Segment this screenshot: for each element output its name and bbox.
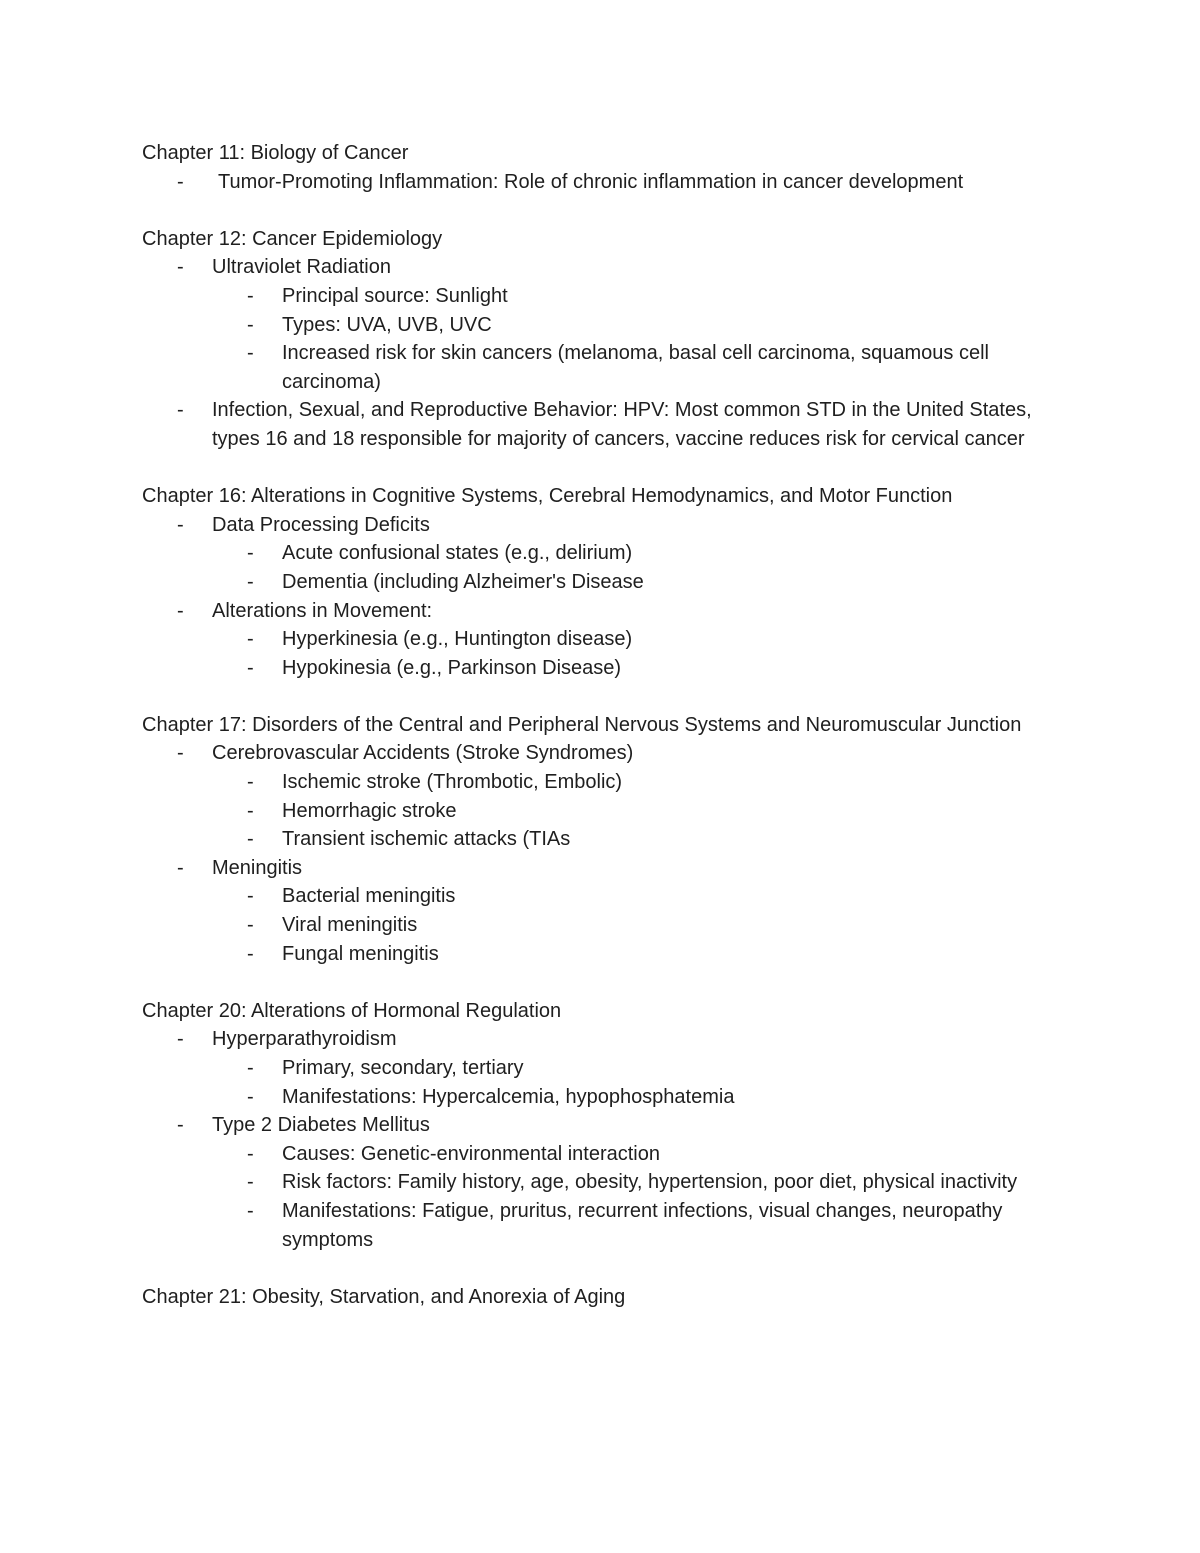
dash-bullet-icon: -: [247, 1171, 254, 1194]
subtopic-item: [212, 768, 1072, 797]
subtopic-item: [212, 282, 1072, 311]
chapter-section: [142, 1283, 1072, 1312]
subtopic-item: [212, 311, 1072, 340]
dash-bullet-icon: -: [247, 542, 254, 565]
subtopic-item: [212, 940, 1072, 969]
dash-bullet-icon: -: [247, 570, 254, 593]
subtopic-item: [212, 1197, 1072, 1254]
dash-bullet-icon: -: [177, 256, 184, 279]
topic-text: Tumor-Promoting Inflammation: Role of chronic inflammation in cancer development: [218, 170, 964, 193]
subtopic-text: Viral meningitis: [282, 914, 418, 937]
topic-list: [142, 253, 1072, 453]
dash-bullet-icon: -: [247, 1199, 254, 1222]
topic-text: Alterations in Movement:: [212, 599, 433, 622]
topic-list: [142, 511, 1072, 683]
topic-item: [142, 1025, 1072, 1111]
topic-text: Meningitis: [212, 856, 303, 879]
subtopic-text: Fungal meningitis: [282, 942, 439, 965]
subtopic-list: [212, 539, 1072, 596]
subtopic-list: [212, 1140, 1072, 1254]
subtopic-text: Acute confusional states (e.g., delirium): [282, 542, 633, 565]
subtopic-item: [212, 568, 1072, 597]
topic-item: [142, 739, 1072, 853]
chapter-title: Chapter 17: Disorders of the Central and Peripheral Nervous Systems and Neuromuscular Junction: [142, 713, 1022, 736]
chapter-section: [142, 482, 1072, 682]
subtopic-text: Dementia (including Alzheimer's Disease: [282, 570, 644, 593]
dash-bullet-icon: -: [177, 856, 184, 879]
subtopic-text: Causes: Genetic-environmental interaction: [282, 1142, 660, 1165]
subtopic-text: Hyperkinesia (e.g., Huntington disease): [282, 628, 633, 651]
topic-list: [142, 739, 1072, 968]
dash-bullet-icon: -: [247, 342, 254, 365]
chapter-title: Chapter 12: Cancer Epidemiology: [142, 227, 443, 250]
subtopic-list: [212, 882, 1072, 968]
topic-item: [142, 396, 1072, 453]
subtopic-text: Transient ischemic attacks (TIAs: [282, 828, 571, 851]
topic-list: [142, 168, 1072, 197]
topic-text: Data Processing Deficits: [212, 513, 430, 536]
dash-bullet-icon: -: [177, 599, 184, 622]
subtopic-item: [212, 625, 1072, 654]
subtopic-item: [212, 1083, 1072, 1112]
subtopic-item: [212, 339, 1072, 396]
dash-bullet-icon: -: [247, 284, 254, 307]
subtopic-item: [212, 882, 1072, 911]
topic-text: Hyperparathyroidism: [212, 1028, 397, 1051]
dash-bullet-icon: -: [247, 656, 254, 679]
dash-bullet-icon: -: [177, 399, 184, 422]
chapter-section: [142, 139, 1072, 196]
dash-bullet-icon: -: [177, 1028, 184, 1051]
topic-text: Ultraviolet Radiation: [212, 256, 391, 279]
topic-text: Cerebrovascular Accidents (Stroke Syndromes): [212, 742, 634, 765]
dash-bullet-icon: -: [247, 885, 254, 908]
dash-bullet-icon: -: [247, 799, 254, 822]
subtopic-item: [212, 911, 1072, 940]
topic-item: [142, 597, 1072, 683]
dash-bullet-icon: -: [247, 628, 254, 651]
subtopic-item: [212, 1168, 1072, 1197]
subtopic-list: [212, 768, 1072, 854]
subtopic-text: Principal source: Sunlight: [282, 284, 508, 307]
subtopic-text: Primary, secondary, tertiary: [282, 1057, 524, 1079]
subtopic-text: Ischemic stroke (Thrombotic, Embolic): [282, 771, 623, 794]
document-body: [142, 139, 1072, 1340]
topic-list: [142, 1025, 1072, 1254]
subtopic-text: Increased risk for skin cancers (melanoma, basal cell carcinoma, squamous cell carcinoma): [282, 342, 989, 393]
subtopic-list: [212, 625, 1072, 682]
dash-bullet-icon: -: [177, 1114, 184, 1137]
dash-bullet-icon: -: [247, 914, 254, 937]
chapter-title: Chapter 16: Alterations in Cognitive Systems, Cerebral Hemodynamics, and Motor Function: [142, 485, 953, 508]
subtopic-item: [212, 654, 1072, 683]
dash-bullet-icon: -: [247, 313, 254, 336]
subtopic-item: [212, 539, 1072, 568]
subtopic-text: Manifestations: Hypercalcemia, hypophosphatemia: [282, 1085, 735, 1108]
dash-bullet-icon: -: [247, 828, 254, 851]
dash-bullet-icon: -: [177, 742, 184, 765]
chapter-title: Chapter 20: Alterations of Hormonal Regulation: [142, 999, 562, 1022]
topic-item: [142, 168, 1072, 197]
topic-item: [142, 854, 1072, 968]
topic-text: Type 2 Diabetes Mellitus: [212, 1114, 430, 1137]
subtopic-text: Types: UVA, UVB, UVC: [282, 313, 492, 336]
subtopic-text: Hemorrhagic stroke: [282, 799, 457, 822]
dash-bullet-icon: -: [247, 771, 254, 794]
subtopic-item: [212, 1054, 1072, 1083]
subtopic-list: [212, 1054, 1072, 1111]
dash-bullet-icon: -: [247, 942, 254, 965]
dash-bullet-icon: -: [177, 513, 184, 536]
topic-item: [142, 511, 1072, 597]
subtopic-item: [212, 1140, 1072, 1169]
subtopic-item: [212, 825, 1072, 854]
dash-bullet-icon: -: [247, 1057, 254, 1079]
dash-bullet-icon: -: [247, 1142, 254, 1165]
subtopic-item: [212, 797, 1072, 826]
chapter-section: [142, 997, 1072, 1254]
chapter-title: Chapter 11: Biology of Cancer: [142, 142, 409, 164]
topic-item: [142, 1111, 1072, 1254]
dash-bullet-icon: -: [177, 170, 184, 193]
subtopic-text: Bacterial meningitis: [282, 885, 456, 908]
chapter-section: [142, 225, 1072, 454]
subtopic-text: Hypokinesia (e.g., Parkinson Disease): [282, 656, 622, 679]
chapter-section: [142, 711, 1072, 968]
topic-item: [142, 253, 1072, 396]
chapter-title: Chapter 21: Obesity, Starvation, and Anorexia of Aging: [142, 1285, 626, 1308]
dash-bullet-icon: -: [247, 1085, 254, 1108]
subtopic-text: Risk factors: Family history, age, obesity, hypertension, poor diet, physical inactivity: [282, 1171, 1018, 1194]
subtopic-list: [212, 282, 1072, 396]
topic-text: Infection, Sexual, and Reproductive Behavior: HPV: Most common STD in the United States, types 16 and 18 responsible for majority of cancers, vaccine reduces risk for cervical cancer: [212, 399, 1032, 450]
subtopic-text: Manifestations: Fatigue, pruritus, recurrent infections, visual changes, neuropathy symptoms: [282, 1199, 1003, 1251]
